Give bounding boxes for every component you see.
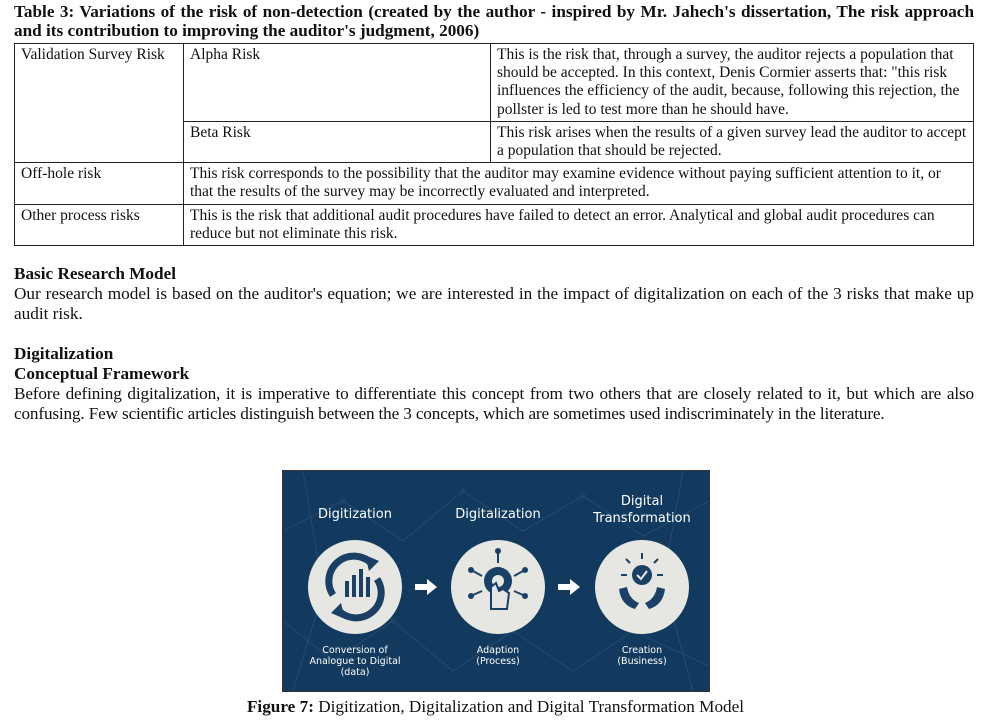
- digitalization-title: Digitalization: [455, 507, 541, 522]
- digitization-sub2: Analogue to Digital: [309, 656, 401, 667]
- digitization-title: Digitization: [318, 507, 392, 522]
- transformation-sub1: Creation: [621, 645, 663, 656]
- table-cell-category: Validation Survey Risk: [15, 44, 184, 163]
- table-cell-subtype: Alpha Risk: [184, 44, 491, 122]
- table-cell-description: This risk corresponds to the possibility that the auditor may examine evidence without paying sufficient attention to it, or that the results of the survey may be incorrectly evaluated and interpreted.: [184, 163, 974, 204]
- figure-caption-label: Figure 7:: [246, 697, 314, 716]
- transformation-title-line1: Digital: [620, 494, 664, 509]
- table-row: [15, 204, 974, 245]
- digitalization-sub2: (Process): [476, 656, 520, 667]
- table-row: [15, 163, 974, 204]
- conceptual-framework-paragraph: Before defining digitalization, it is imperative to differentiate this concept from two others that are closely related to it, but which are also confusing. Few scientific articles distinguish between the 3 concepts, which are sometimes used indiscriminately in the literature.: [14, 384, 974, 424]
- figure-7: [282, 470, 710, 692]
- digitalization-heading: Digitalization: [14, 344, 114, 364]
- table-cell-category: Other process risks: [15, 204, 184, 245]
- digitization-sub1: Conversion of: [322, 645, 388, 656]
- basic-model-heading: Basic Research Model: [14, 264, 176, 284]
- table-caption: Table 3: Variations of the risk of non-detection (created by the author - inspired by Mr. Jahech's dissertation, The risk approach and its contribution to improving the auditor's judgment, 2006): [14, 2, 974, 40]
- figure-caption: [0, 697, 991, 717]
- digital-model-diagram: [283, 471, 709, 691]
- conceptual-framework-heading: Conceptual Framework: [14, 364, 190, 384]
- transformation-sub2: (Business): [617, 656, 667, 667]
- table-cell-description: This is the risk that, through a survey, the auditor rejects a population that should be accepted. In this context, Denis Cormier asserts that: "this risk influences the efficiency of the audit, because, following this rejection, the pollster is led to test more than he should have.: [491, 44, 974, 122]
- table-cell-description: This is the risk that additional audit procedures have failed to detect an error. Analytical and global audit procedures can reduce but not eliminate this risk.: [184, 204, 974, 245]
- table-row: [15, 44, 974, 122]
- basic-model-paragraph: Our research model is based on the auditor's equation; we are interested in the impact of digitalization on each of the 3 risks that make up audit risk.: [14, 284, 974, 324]
- risk-table: [14, 43, 974, 246]
- figure-caption-text: Digitization, Digitalization and Digital Transformation Model: [313, 697, 745, 716]
- table-cell-category: Off-hole risk: [15, 163, 184, 204]
- table-cell-description: This risk arises when the results of a given survey lead the auditor to accept a population that should be rejected.: [491, 121, 974, 162]
- transformation-title-line2: Transformation: [593, 511, 691, 526]
- digitization-sub3: (data): [340, 667, 370, 678]
- digitalization-sub1: Adaption: [476, 645, 520, 656]
- page-content: [14, 2, 974, 424]
- table-cell-subtype: Beta Risk: [184, 121, 491, 162]
